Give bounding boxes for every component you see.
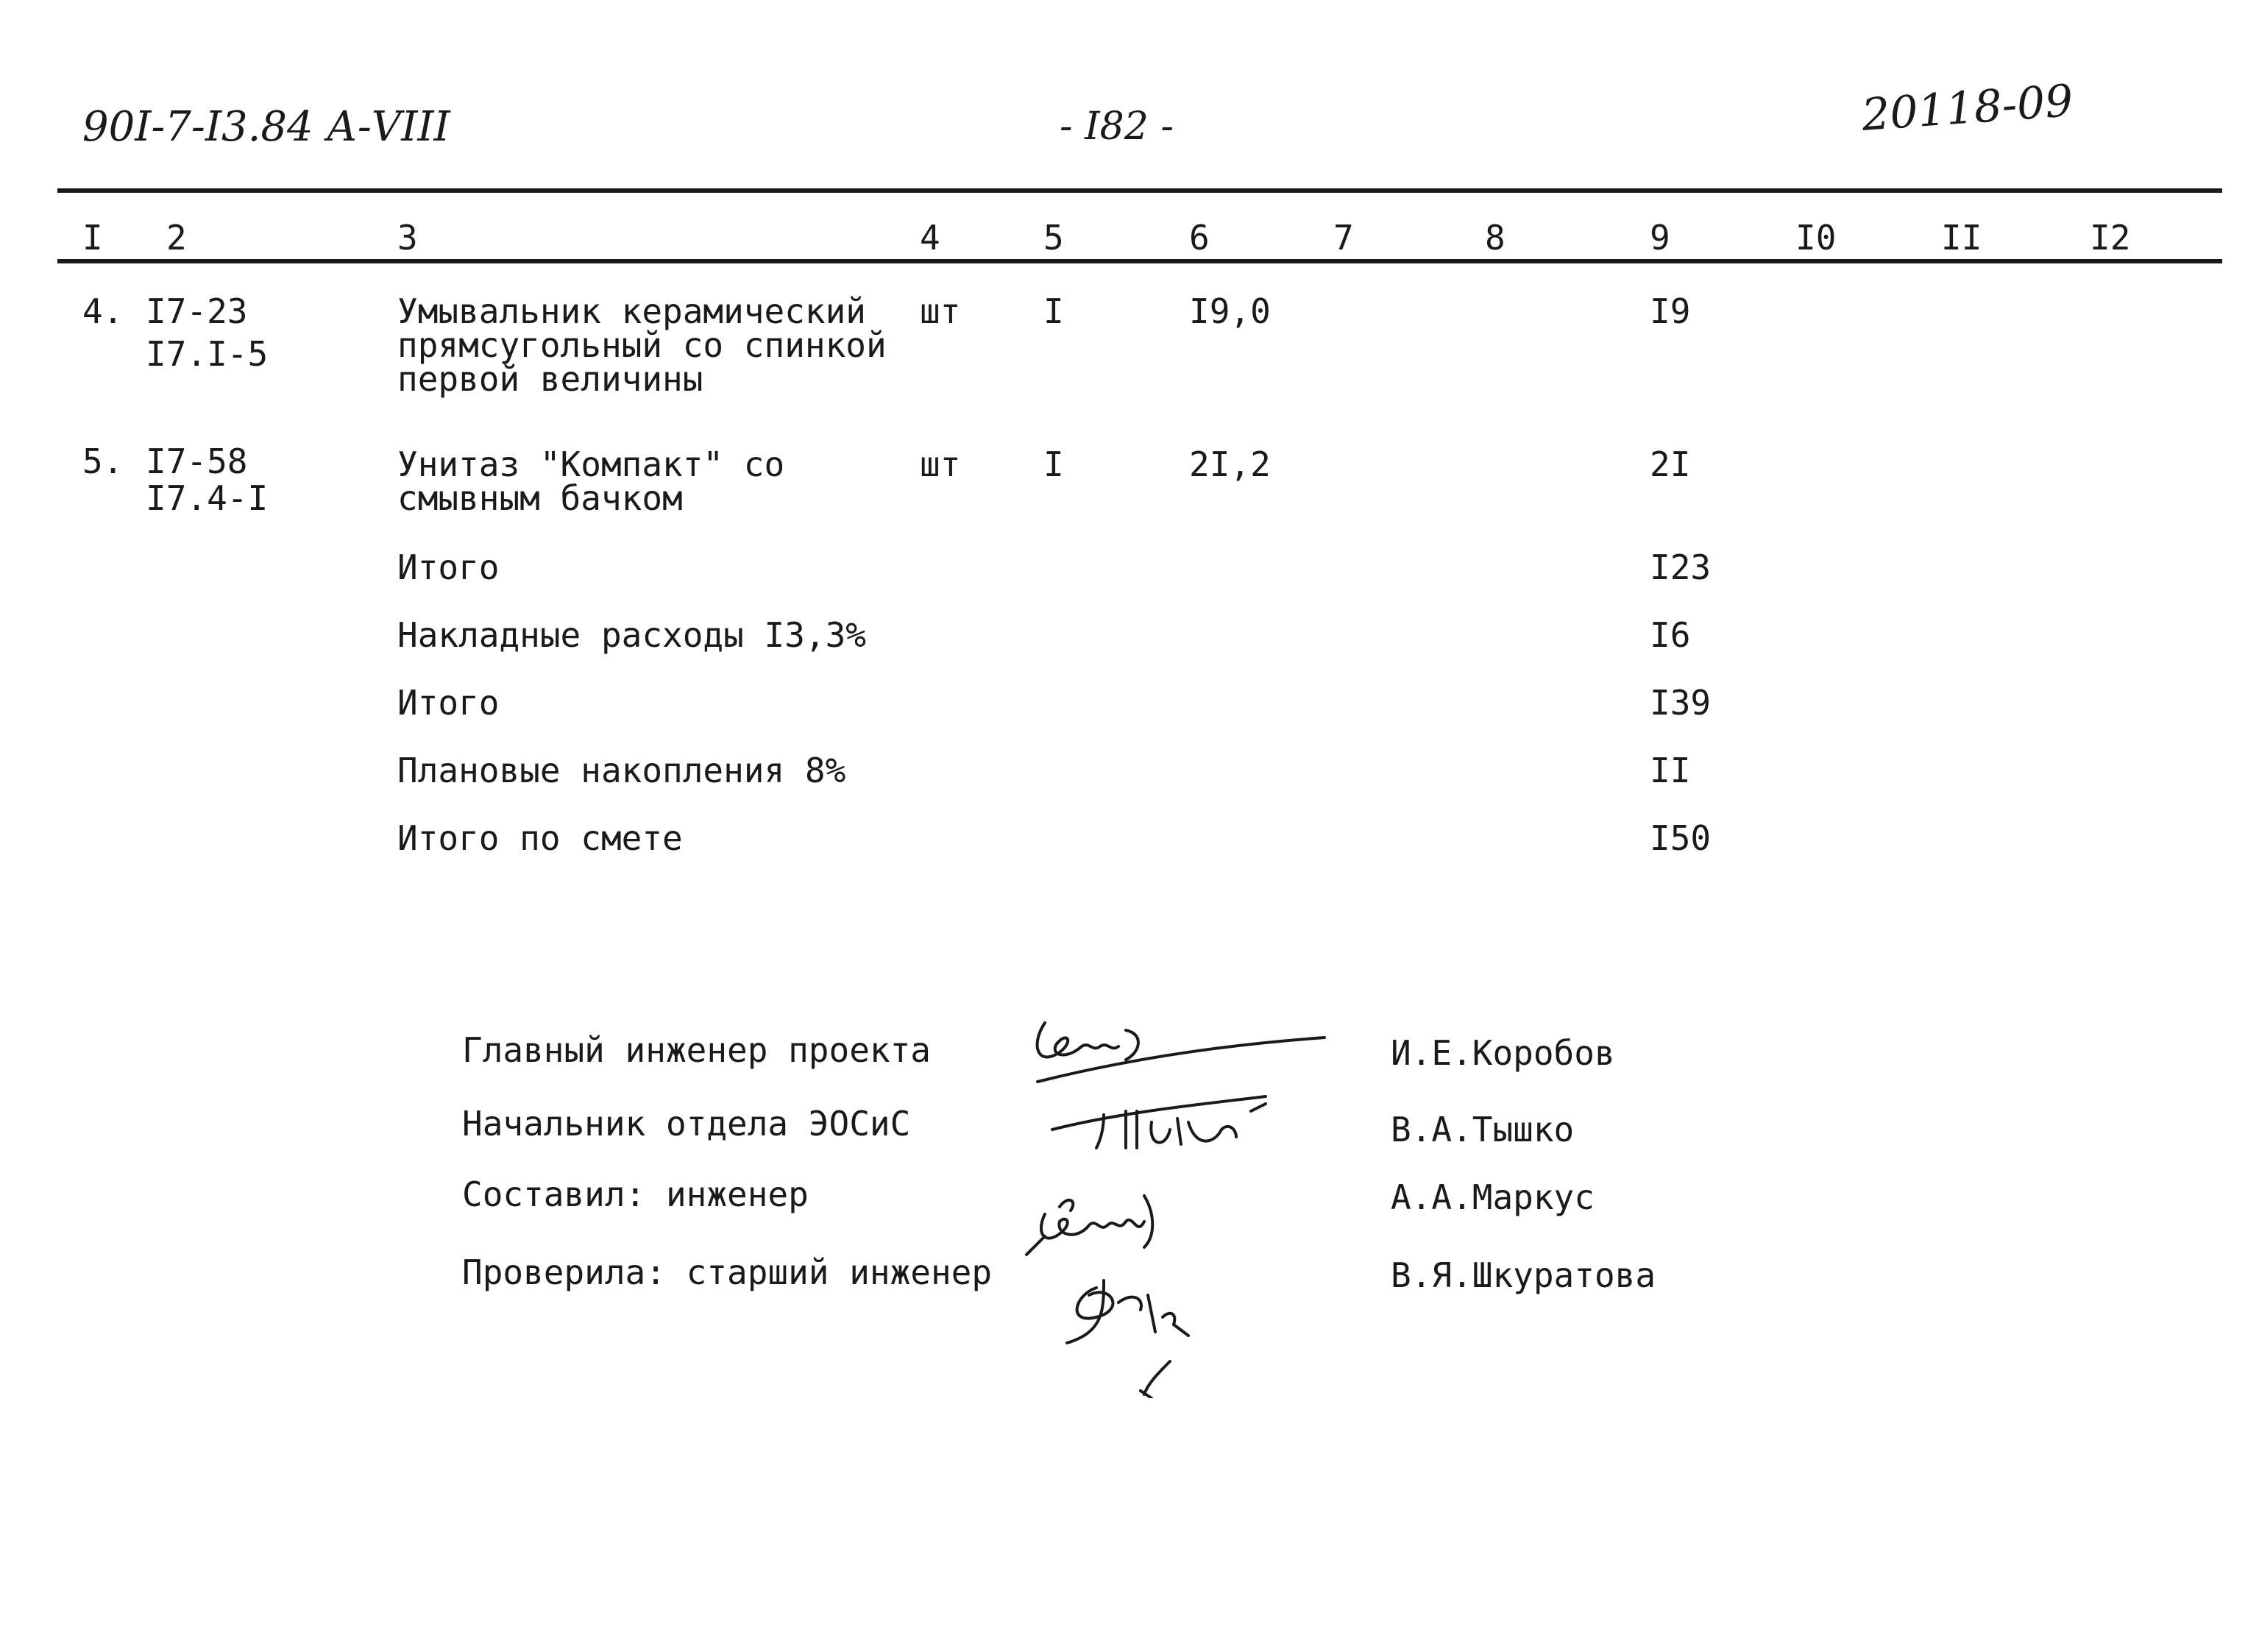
column-number: I0 [1795,218,1837,258]
row-description: Умывальник керамический прямсугольный со спинкой первой величины [397,291,887,399]
signatory-name: В.Я.Шкуратова [1391,1255,1656,1295]
signatory-name: А.А.Маркус [1391,1177,1595,1217]
signature-tyshko [1052,1096,1266,1148]
row-number: 5. [82,442,124,481]
column-number: 2 [166,218,187,258]
column-number: 4 [920,218,940,258]
column-numbers-rule [57,259,2222,263]
summary-label: Плановые накопления 8% [397,751,846,790]
row-code: I7-58 [146,442,248,481]
column-number: 9 [1650,218,1670,258]
summary-value: I50 [1650,818,1712,858]
page-number: - I82 - [1060,104,1174,149]
row-price: 2I,2 [1189,444,1271,484]
row-total: I9 [1650,291,1691,331]
column-number: I2 [2090,218,2131,258]
summary-value: I39 [1650,683,1712,723]
table-top-rule [57,188,2222,193]
signature-korobov [1038,1023,1324,1082]
signatory-role: Главный инженер проекта [462,1030,931,1070]
signatory-role: Составил: инженер [462,1174,809,1214]
summary-label: Итого [397,683,500,723]
column-number: II [1941,218,1982,258]
column-number: 5 [1043,218,1064,258]
row-price: I9,0 [1189,291,1271,331]
summary-label: Итого [397,547,500,587]
summary-label: Итого по смете [397,818,683,858]
column-number: 6 [1189,218,1210,258]
column-number: 8 [1485,218,1506,258]
row-unit: шт [920,291,961,331]
summary-label: Накладные расходы I3,3% [397,615,866,655]
signatory-role: Проверила: старший инженер [462,1252,993,1292]
inventory-number: 20118-09 [1859,75,2075,141]
row-quantity: I [1043,291,1064,331]
column-number: 7 [1333,218,1354,258]
row-code-secondary: I7.4-I [146,478,269,518]
document-code: 90I-7-I3.84 А-VIII [82,103,450,151]
row-code-secondary: I7.I-5 [146,334,269,374]
row-code: I7-23 [146,291,248,331]
row-unit: шт [920,444,961,484]
summary-value: II [1650,751,1691,790]
signature-markus [1026,1196,1152,1255]
row-number: 4. [82,291,124,331]
column-number: 3 [397,218,418,258]
column-number: I [82,218,103,258]
row-description: Унитаз "Компакт" со смывным бачком [397,444,785,518]
signatory-name: И.Е.Коробов [1391,1033,1615,1073]
handwritten-signatures [1015,1001,1361,1398]
signatory-role: Начальник отдела ЭОСиС [462,1104,911,1144]
summary-value: I6 [1650,615,1691,655]
signature-shkuratova [1067,1280,1188,1398]
summary-value: I23 [1650,547,1712,587]
row-total: 2I [1650,444,1691,484]
signatory-name: В.А.Тышко [1391,1110,1575,1149]
row-quantity: I [1043,444,1064,484]
